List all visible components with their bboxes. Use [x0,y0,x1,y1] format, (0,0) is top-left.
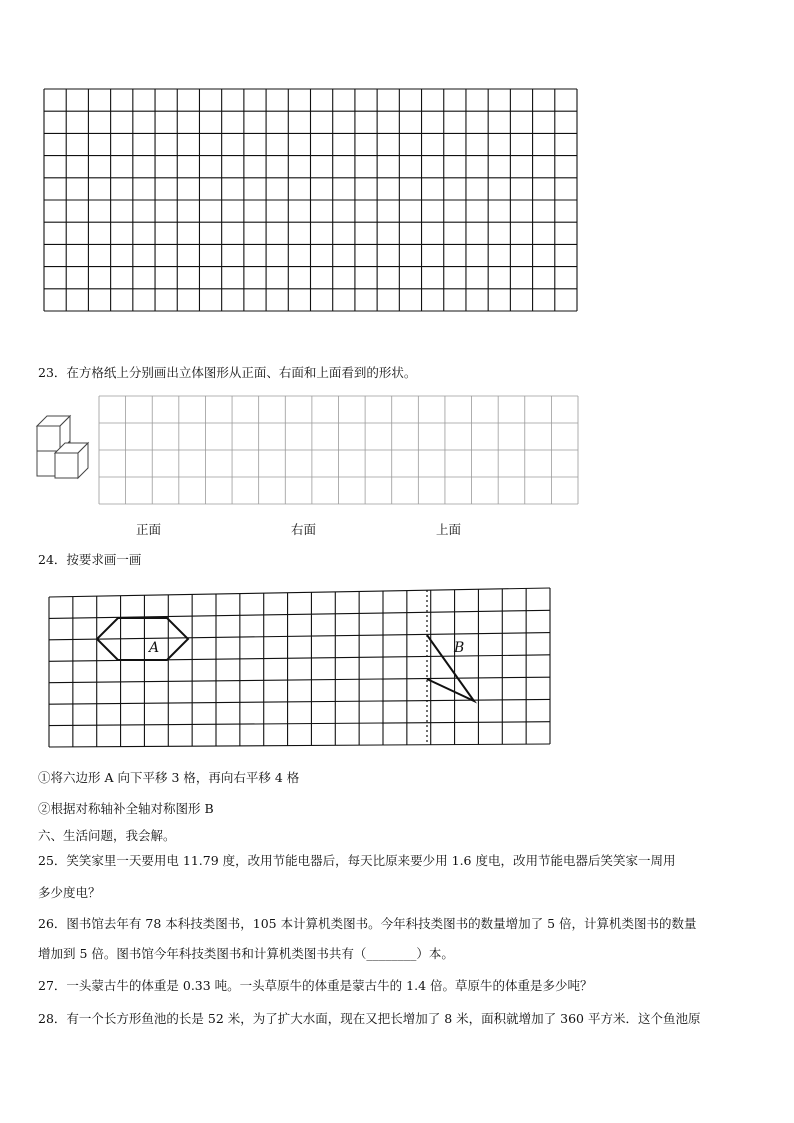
view-label-front: 正面 [136,522,162,537]
figure-label-b: B [454,640,465,656]
question-23-text: 23．在方格纸上分别画出立体图形从正面、右面和上面看到的形状。 [38,365,417,380]
hexagon-label-a: A [149,640,160,656]
grid-line [49,588,550,597]
half-figure-b [427,635,474,701]
question-26-line-2: 增加到 5 倍。图书馆今年科技类图书和计算机类图书共有（________）本。 [38,946,454,961]
question-24-step-1: ①将六边形 A 向下平移 3 格，再向右平移 4 格 [38,770,300,785]
question-24-step-2: ②根据对称轴补全轴对称图形 B [38,801,214,816]
grid-line [49,744,550,747]
view-label-right: 右面 [291,522,317,537]
question-27-text: 27．一头蒙古牛的体重是 0.33 吨。一头草原牛的体重是蒙古牛的 1.4 倍。草原牛的体重是多少吨？ [38,978,593,993]
grid-line [49,722,550,726]
question-24-text: 24．按要求画一画 [38,552,142,567]
view-label-top: 上面 [436,522,462,537]
grid-line [49,677,550,683]
grid-line [49,633,550,640]
question-25-line-1: 25．笑笑家里一天要用电 11.79 度，改用节能电器后，每天比原来要少用 1.6 度电，改用节能电器后笑笑家一周用 [38,853,676,868]
section-6-heading: 六、生活问题，我会解。 [38,828,176,843]
question-26-line-1: 26．图书馆去年有 78 本科技类图书，105 本计算机类图书。今年科技类图书的数量增加了 5 倍，计算机类图书的数量 [38,916,697,931]
question-25-line-2: 多少度电？ [38,885,101,900]
question-28-text: 28．有一个长方形鱼池的长是 52 米，为了扩大水面，现在又把长增加了 8 米，面积就增加了 360 平方米．这个鱼池原 [38,1011,701,1026]
